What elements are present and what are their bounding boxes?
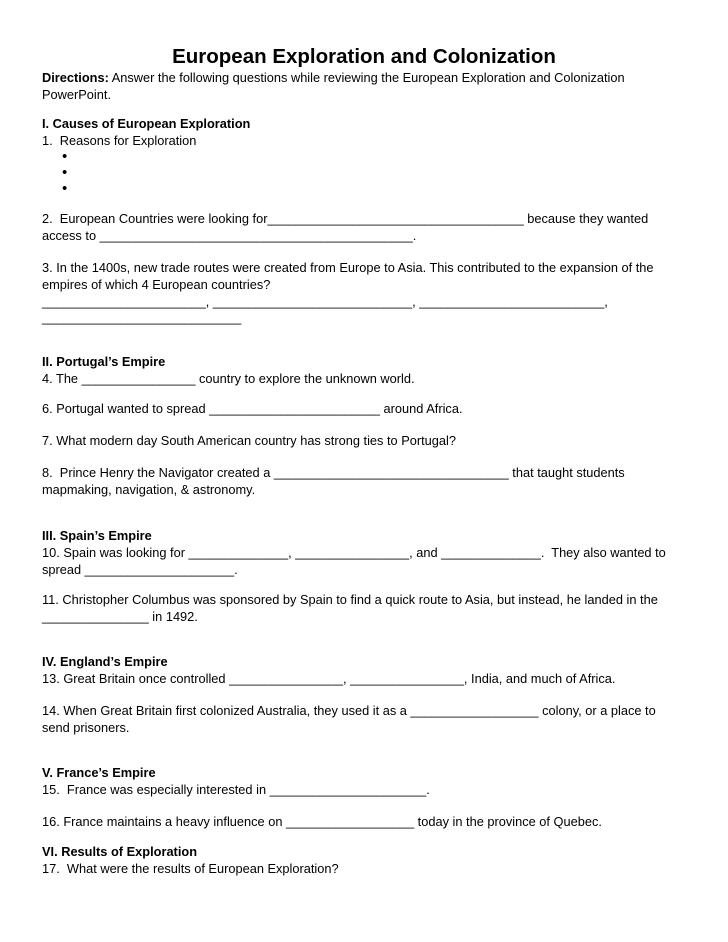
bullet-point: • — [62, 148, 68, 165]
directions-text-line-2: PowerPoint. — [42, 86, 111, 102]
question-3 — [42, 260, 690, 327]
question-8-line-2: mapmaking, navigation, & astronomy. — [42, 481, 256, 497]
section-causes — [42, 116, 690, 150]
section-results — [42, 844, 690, 878]
question-7-text: 7. What modern day South American country has strong ties to Portugal? — [42, 433, 456, 448]
section-heading-spain: III. Spain’s Empire — [42, 528, 152, 543]
directions-label: Directions: — [42, 70, 109, 85]
question-3-line-1: 3. In the 1400s, new trade routes were created from Europe to Asia. This contributed to the expansion of the — [42, 260, 654, 275]
question-13: 13. Great Britain once controlled ________________, ________________, India, and much of Africa. — [42, 670, 616, 686]
question-14 — [42, 703, 690, 737]
page-title: European Exploration and Colonization — [172, 45, 556, 68]
bullet-point: • — [62, 164, 68, 181]
question-2 — [42, 211, 690, 245]
section-heading-portugal: II. Portugal’s Empire — [42, 354, 166, 369]
question-14-line-2: send prisoners. — [42, 719, 130, 735]
section-heading-causes: I. Causes of European Exploration — [42, 116, 251, 131]
question-7 — [42, 433, 690, 450]
question-11-line-1: 11. Christopher Columbus was sponsored by Spain to find a quick route to Asia, but instead, he landed in the — [42, 592, 658, 607]
question-15: 15. France was especially interested in ______________________. — [42, 781, 430, 797]
section-england — [42, 654, 690, 688]
section-france — [42, 765, 690, 799]
question-11-line-2: _______________ in 1492. — [42, 608, 198, 624]
question-2-line-1: 2. European Countries were looking for____________________________________ because they wanted — [42, 211, 649, 226]
question-16 — [42, 814, 690, 831]
question-10-line-1: 10. Spain was looking for ______________, ________________, and ______________. They also wanted to — [42, 544, 666, 560]
question-3-line-3: _______________________, ____________________________, __________________________, — [42, 293, 608, 309]
question-14-line-1: 14. When Great Britain first colonized Australia, they used it as a __________________ colony, or a place to — [42, 703, 656, 718]
question-10-line-2: spread _____________________. — [42, 561, 238, 577]
directions-text-line-1: Answer the following questions while reviewing the European Exploration and Colonization — [108, 70, 625, 85]
question-2-line-2: access to ____________________________________________. — [42, 227, 417, 243]
section-heading-france: V. France’s Empire — [42, 765, 156, 780]
bullet-point: • — [62, 180, 68, 197]
question-16-text: 16. France maintains a heavy influence on __________________ today in the province of Quebec. — [42, 814, 602, 829]
question-3-line-2: empires of which 4 European countries? — [42, 276, 271, 292]
question-3-line-4: ____________________________ — [42, 310, 242, 326]
question-6-text: 6. Portugal wanted to spread ________________________ around Africa. — [42, 401, 463, 416]
section-portugal — [42, 354, 690, 388]
question-8 — [42, 465, 690, 499]
directions — [42, 70, 690, 104]
question-8-line-1: 8. Prince Henry the Navigator created a _________________________________ that taught students — [42, 465, 625, 480]
question-11 — [42, 592, 690, 626]
question-17: 17. What were the results of European Exploration? — [42, 860, 339, 876]
question-4: 4. The ________________ country to explore the unknown world. — [42, 370, 415, 386]
section-heading-results: VI. Results of Exploration — [42, 844, 198, 859]
section-spain — [42, 528, 690, 578]
question-1: 1. Reasons for Exploration — [42, 132, 197, 148]
question-6 — [42, 401, 690, 418]
section-heading-england: IV. England’s Empire — [42, 654, 168, 669]
